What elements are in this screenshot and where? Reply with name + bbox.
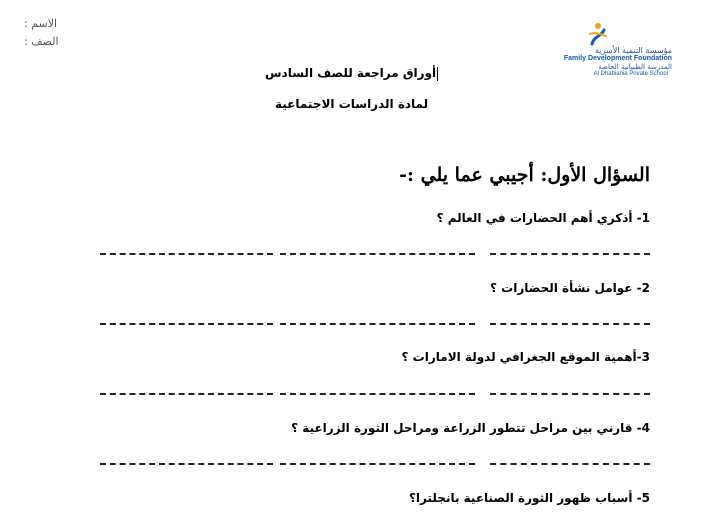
document-title-text: أوراق مراجعة للصف السادس	[265, 66, 437, 80]
logo-arabic-name: مؤسسة التنمية الأسرية	[595, 46, 672, 55]
section-heading: السؤال الأول: أجيبي عما يلي :-	[399, 164, 650, 186]
answer-line-1[interactable]	[100, 248, 650, 260]
document-subject: لمادة الدراسات الاجتماعية	[275, 97, 429, 111]
logo-english-name: Family Development Foundation	[563, 55, 672, 62]
student-class-label: الصف :	[24, 35, 59, 48]
question-2: 2- عوامل نشأة الحضارات ؟	[490, 281, 650, 295]
text-cursor	[437, 67, 438, 81]
answer-line-4[interactable]	[100, 458, 650, 470]
question-3: 3-أهمية الموقع الجغرافي لدولة الامارات ؟	[401, 350, 650, 364]
question-4: 4- قارني بين مراحل تتطور الزراعة ومراحل الثورة الزراعية ؟	[291, 421, 650, 435]
logo-school-arabic: المدرسة الظبيانية الخاصة	[598, 63, 672, 71]
answer-line-2[interactable]	[100, 318, 650, 330]
school-logo	[538, 22, 672, 78]
question-5: 5- أسباب ظهور الثورة الصناعية بانجلترا؟	[408, 491, 650, 505]
logo-school-english: Al Dhabiania Private School	[593, 71, 668, 77]
student-name-label: الاسم :	[24, 17, 58, 30]
family-figure-icon	[586, 22, 610, 46]
answer-line-3[interactable]	[100, 388, 650, 400]
document-title	[265, 66, 438, 81]
question-1: 1- أذكري أهم الحضارات في العالم ؟	[436, 211, 650, 225]
